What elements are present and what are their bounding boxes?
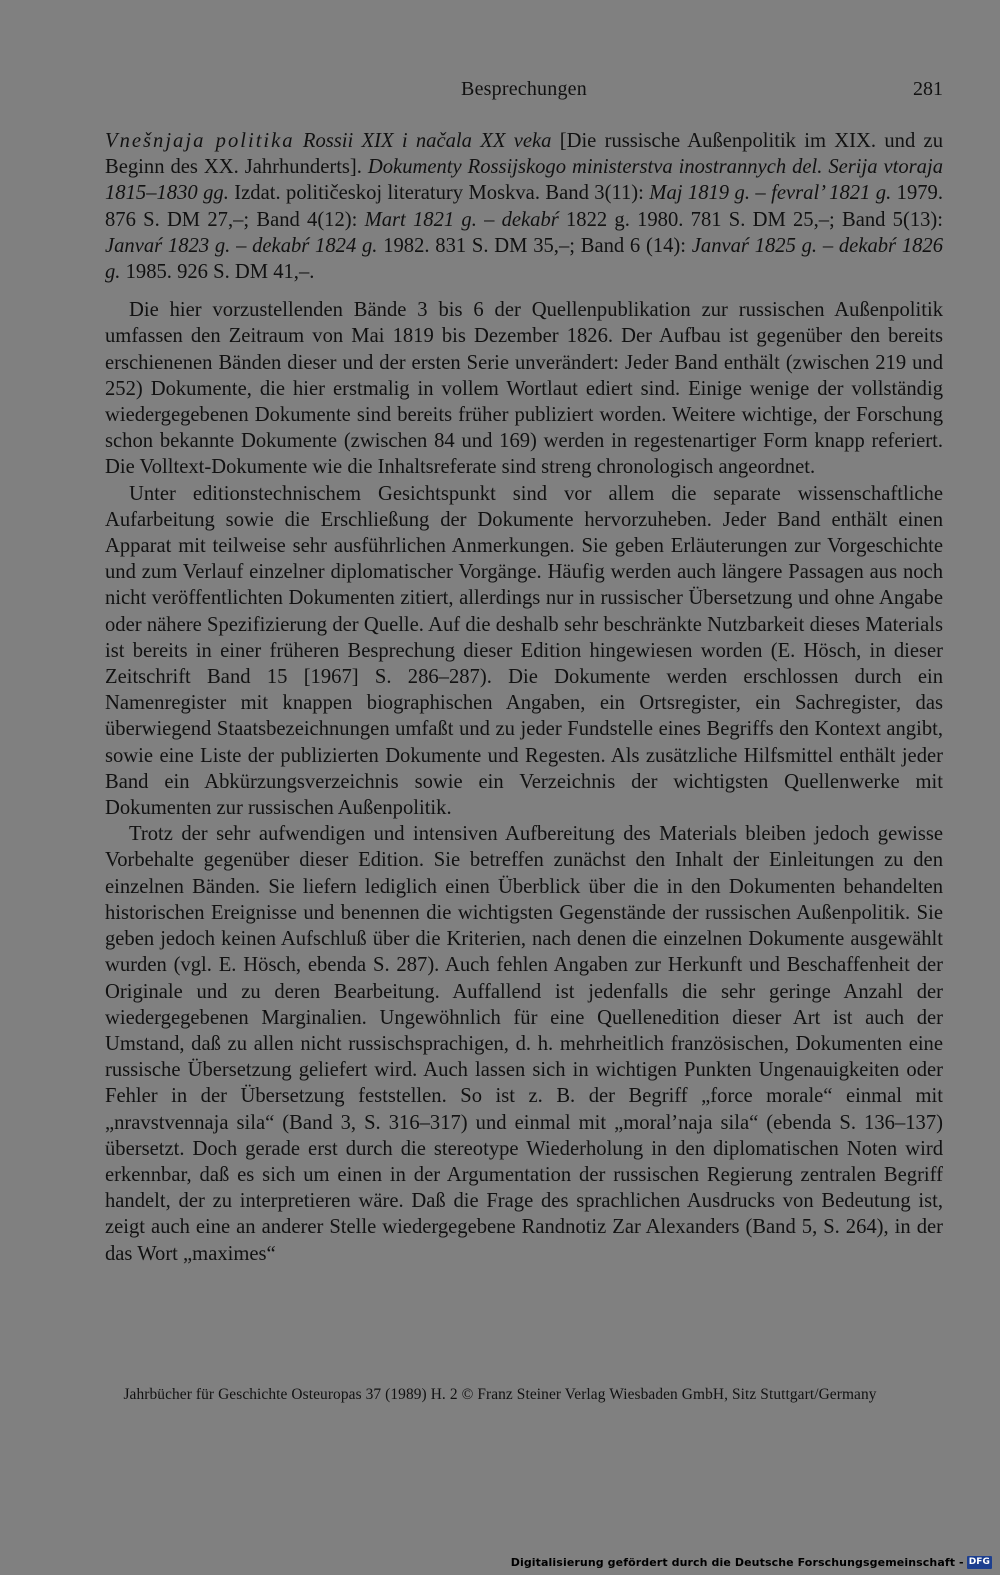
biblio-series: Dokumenty Rossijskogo ministerstva inostrannych del. Serija vtoraja 1815–1830 gg.: [105, 156, 943, 205]
biblio-text-4: 1822 g. 1980. 781 S. DM 25,–; Band 5(13):: [558, 208, 943, 231]
section-title: Besprechungen: [461, 78, 587, 100]
running-head: [105, 76, 943, 106]
biblio-text-5: 1982. 831 S. DM 35,–; Band 6 (14):: [377, 234, 692, 257]
bibliographic-entry: [105, 128, 943, 285]
journal-citation-footer: Jahrbücher für Geschichte Osteuropas 37 (1989) H. 2 © Franz Steiner Verlag Wiesbaden GmbH, Sitz Stuttgart/Germany: [123, 1386, 877, 1403]
biblio-text-1: [Die russische Außenpolitik im XIX. und zu Beginn des XX. Jahrhunderts].: [105, 130, 943, 179]
biblio-volume-3-range: Maj 1819 g. – fevral’ 1821 g.: [649, 182, 892, 205]
dfg-logo-icon: DFG: [968, 1557, 990, 1567]
biblio-volume-4-range: Mart 1821 g. – dekabŕ: [364, 208, 559, 231]
biblio-text-6: 1985. 926 S. DM 41,–.: [120, 261, 315, 284]
digitization-notice: [511, 1556, 992, 1569]
biblio-text-3: 1979. 876 S. DM 27,–; Band 4(12):: [105, 182, 944, 231]
page-number: 281: [913, 78, 943, 100]
paragraph: Trotz der sehr aufwendigen und intensiven Aufbereitung des Materials bleiben jedoch gewisse Vorbehalte gegenüber dieser Edition. Sie betreffen zunächst den Inhalt der Einleitungen zu den einzelnen Bänden. Sie liefern lediglich einen Überblick über die in den Dokumenten behandelten historischen Ereignisse und benennen die wichtigsten Gegenstände der russischen Außenpolitik. Sie geben jedoch keinen Aufschluß über die Kriterien, nach denen die einzelnen Dokumente ausgewählt wurden (vgl. E. Hösch, ebenda S. 287). Auch fehlen Angaben zur Herkunft und Beschaffenheit der Originale und zu deren Bearbeitung. Auffallend ist jedenfalls die sehr geringe Anzahl der wiedergegebenen Marginalien. Ungewöhnlich für eine Quellenedition dieser Art ist auch der Umstand, daß zu allen nicht russischsprachigen, d. h. mehrheitlich französischen, Dokumenten eine russische Übersetzung geliefert wird. Auch lassen sich in wichtigen Punkten Ungenauigkeiten oder Fehler in der Übersetzung feststellen. So ist z. B. der Begriff „force morale“ einmal mit „nravstvennaja sila“ (Band 3, S. 316–317) und einmal mit „moral’naja sila“ (ebenda S. 136–137) übersetzt. Doch gerade erst durch die stereotype Wiederholung in den diplomatischen Noten wird erkennbar, daß es sich um einen in der Argumentation der russischen Regierung zentralen Begriff handelt, der zu interpretieren wäre. Daß die Frage des sprachlichen Ausdrucks von Bedeutung ist, zeigt auch eine an anderer Stelle wiedergegebene Randnotiz Zar Alexanders (Band 5, S. 264), in der das Wort „maximes“: [105, 823, 943, 1265]
biblio-volume-5-range: Janvaŕ 1823 g. – dekabŕ 1824 g.: [105, 234, 378, 257]
biblio-volume-6-range: Janvaŕ 1825 g. – dekabŕ 1826 g.: [105, 234, 944, 284]
article-body: [105, 128, 943, 1267]
biblio-title-spaced: Vnešnjaja politika: [105, 130, 295, 152]
digitization-text: Digitalisierung gefördert durch die Deutsche Forschungsgemeinschaft -: [510, 1556, 964, 1569]
paragraph: Die hier vorzustellenden Bände 3 bis 6 der Quellenpublikation zur russischen Außenpolitik umfassen den Zeitraum von Mai 1819 bis Dezember 1826. Der Aufbau ist gegenüber den bereits erschienenen Bänden dieser und der ersten Serie unverändert: Jeder Band enthält (zwischen 219 und 252) Dokumente, die hier erstmalig in vollem Wortlaut ediert sind. Einige wenige der vollständig wiedergegebenen Dokumente sind bereits früher publiziert worden. Weitere wichtige, der Forschung schon bekannte Dokumente (zwischen 84 und 169) werden in regestenartiger Form knapp referiert. Die Volltext-Dokumente wie die Inhaltsreferate sind streng chronologisch angeordnet.: [105, 299, 943, 479]
biblio-title-rest: Rossii XIX i načala XX veka: [294, 130, 552, 152]
biblio-text-2: Izdat. političeskoj literatury Moskva. Band 3(11):: [228, 182, 650, 205]
paragraph: Unter editionstechnischem Gesichtspunkt sind vor allem die separate wissenschaftliche Aufarbeitung sowie die Erschließung der Dokumente hervorzuheben. Jeder Band enthält einen Apparat mit teilweise sehr ausführlichen Anmerkungen. Sie geben Erläuterungen zur Vorgeschichte und zum Verlauf einzelner diplomatischer Vorgänge. Häufig werden auch längere Passagen aus noch nicht veröffentlichten Dokumenten zitiert, allerdings nur in russischer Übersetzung und ohne Angabe oder nähere Spezifizierung der Quelle. Auf die deshalb sehr beschränkte Nutzbarkeit dieses Materials ist bereits in einer früheren Besprechung dieser Edition hingewiesen worden (E. Hösch, in dieser Zeitschrift Band 15 [1967] S. 286–287). Die Dokumente werden erschlossen durch ein Namenregister mit knappen biographischen Angaben, ein Ortsregister, ein Sachregister, das überwiegend Staatsbezeichnungen umfaßt und zu jeder Fundstelle eines Begriffs den Kontext angibt, sowie eine Liste der publizierten Dokumente und Regesten. Als zusätzliche Hilfsmittel enthält jeder Band ein Abkürzungsverzeichnis sowie ein Verzeichnis der wichtigsten Quellenwerke mit Dokumenten zur russischen Außenpolitik.: [105, 482, 943, 820]
